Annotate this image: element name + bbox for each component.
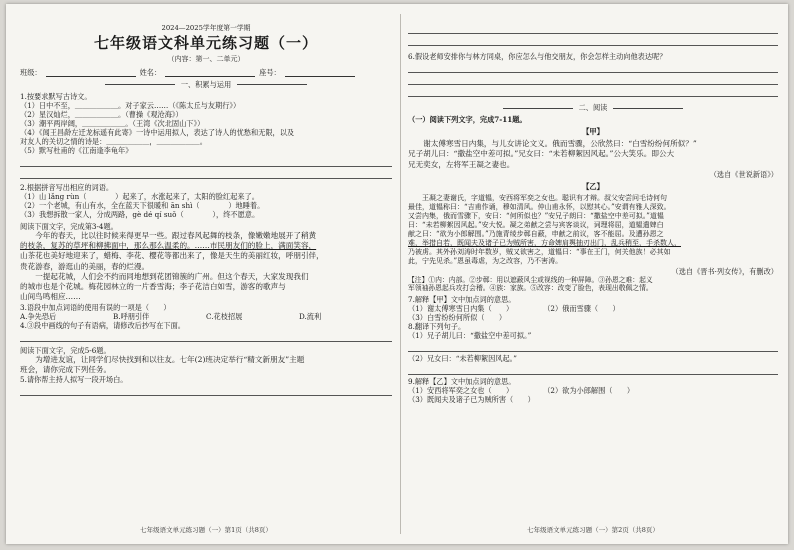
passage-line: 兄无奕女，左将军王凝之妻也。: [408, 159, 515, 169]
question-3: 3.语段中加点词语的使用有误的一项是（ ）: [20, 302, 171, 312]
reading-prompt-5-6: 阅读下面文字，完成5-6题。: [20, 345, 111, 355]
answer-line[interactable]: [408, 87, 778, 97]
q9-item: （1）安西将军奕之女也（ ）: [408, 386, 514, 396]
question-6: 6.假设老师安排你与林方同桌，你应怎么与他交朋友，你会怎样主动向他表达呢？: [408, 52, 667, 61]
passage-line: 献之曰：“欲为小郎解围。”乃施青绫步鄣自蔽，申献之前议，客不能屈。及遭孙恩之: [408, 230, 664, 239]
passage-line: 最佳，道韫称曰：“吉甫作诵，穆如清风。仲山甫永怀，以慰其心。”安谓有雅人深致。: [408, 202, 671, 211]
section-heading-2: 二、阅读: [408, 103, 778, 112]
q2-item: （3）我想拆散一家人，分成两路，gè dé qí suǒ（ ），终不愿意。: [20, 209, 260, 219]
jia-source: （选自《世说新语》）: [709, 169, 778, 179]
passage-jia-tag: 【甲】: [582, 127, 604, 136]
q3-options: [20, 312, 392, 321]
option-c[interactable]: C.花枝招展: [206, 311, 243, 321]
page-footer: 七年级语文单元练习题（一）第1页（共8页）: [140, 525, 272, 534]
reading-prompt-3-4: 阅读下面文字，完成第3-4题。: [20, 221, 118, 231]
q7-item: （1）谢太傅寒雪日内集（ ）: [408, 304, 514, 314]
name-field[interactable]: [165, 68, 255, 77]
answer-line[interactable]: [408, 342, 778, 352]
question-1: 1.按要求默写古诗文。: [20, 91, 92, 101]
passage-line: 王凝之妻谢氏，字道韫，安西将军奕之女也。聪识有才辩。叔父安尝问毛诗何句: [422, 193, 667, 202]
q7-items: [408, 304, 778, 313]
reading-part-1: （一）阅读下列文字，完成7-11题。: [408, 115, 527, 124]
q1-item: （4）《闻王昌龄左迁龙标遥有此寄》一诗中运用拟人，表达了诗人的忧愁和无限，以及: [20, 127, 295, 137]
left-page: [20, 10, 392, 536]
page-title: 七年级语文科单元练习题（一）: [93, 34, 318, 53]
exam-sheet: [6, 4, 788, 544]
q2-item: （1）山 lǎng rùn（ ）起来了，水涨起来了，太阳的脸红起来了。: [20, 191, 259, 201]
notes-line: 【注】①内：内部。②步鄣：用以遮蔽风尘或视线的一种屏障。③孙恩之难：起义: [408, 275, 653, 284]
passage-line: 山间鸟鸣相应……: [20, 292, 81, 302]
passage-line: 兄子胡儿曰：“撒盐空中差可拟。”兄女曰：“未若柳絮因风起。”公大笑乐。即公大: [408, 149, 675, 159]
passage-line: 乃被虏。其外孙刘涛时年数岁，贼又欲害之，道韫曰：“事在王门，何关他族！必其如: [408, 248, 671, 257]
q1-item: （3）潮平两岸阔，＿＿＿＿＿＿。（王湾《次北固山下》）: [20, 118, 205, 128]
passage-line: 山茶花也美好地迎来了，蜡梅、李花、樱花等都出来了，像是天生的美丽红妆，呼朋引伴，: [20, 251, 324, 261]
passage-line: 难，举措自若，既闻夫及诸子已为贼所害，方命婢肩舆抽刃出门，乱兵稍至，手杀数人，: [408, 239, 681, 248]
passage-line: 为增进友谊，让同学们尽快找到和以往友。七年(2)班决定举行“精文新朋友”主题: [35, 354, 305, 364]
passage-line: 班会，请你完成下列任务。: [20, 364, 112, 374]
section-heading-1: 一、积累与运用: [20, 80, 392, 89]
passage-line: 的城市也是个花城。梅花园林立的一片香雪海；李子花洁白如雪，游客的歌声与: [20, 282, 286, 292]
number-field[interactable]: [285, 68, 355, 77]
q1-item: （1）日中不至，＿＿＿＿＿＿。对子家云……（《陈太丘与友期行》）: [20, 100, 241, 110]
answer-line[interactable]: [20, 332, 392, 342]
q9-item: （2）欲为小郎解围（ ）: [543, 386, 635, 396]
q1-item: 对友人的关切之情的诗是：＿＿＿＿＿＿，＿＿＿＿＿＿。: [20, 136, 207, 146]
page-divider: [400, 14, 401, 534]
class-label: 班级：: [20, 67, 42, 77]
page-footer: 七年级语文单元练习题（一）第2页（共8页）: [527, 525, 659, 534]
option-a[interactable]: A.争先恐后: [20, 311, 57, 321]
term-line: 2024—2025学年度第一学期: [161, 24, 251, 32]
passage-yi: [408, 194, 778, 267]
passage-line: 此，宁先见杀。”恩虽毒虐，为之改容，乃不害涛。: [408, 257, 563, 266]
passage-line: 谢太傅寒雪日内集，与儿女讲论文义。俄而雪骤，公欣然曰：“白雪纷纷何所似？”: [423, 139, 697, 148]
q7-item: （3）白雪纷纷何所似（ ）: [408, 313, 507, 323]
question-2: 2.根据拼音写出相应的词语。: [20, 182, 114, 192]
question-5: 5.请你帮主持人拟写一段开场白。: [20, 375, 128, 385]
question-4: 4.③段中画线的句子有语病，请修改后抄写在下面。: [20, 320, 185, 330]
q2-item: （2）一个老城，有山有水，全在蓝天下很暖和 ān shì（ ）地睡着。: [20, 200, 265, 210]
name-label: 姓名：: [139, 67, 162, 77]
q1-item: （5）默写杜甫的《江南逢李龟年》: [20, 145, 133, 155]
option-d[interactable]: D.流利: [299, 311, 322, 321]
question-9: 9.解释【乙】文中加点词的意思。: [408, 377, 516, 387]
passage-line: 的枝条，复苏的草坪和柳拂面中，那么那么温柔的。……市民朋友们的脸上，满面笑容，: [20, 241, 317, 251]
q7-item: （2）俄而雪骤（ ）: [543, 304, 620, 314]
passage-line: 贵花游春，游逛山的美丽，春的烂漫。: [20, 261, 150, 271]
class-field[interactable]: [46, 68, 136, 77]
question-8: 8.翻译下列句子。: [408, 322, 466, 332]
passage-line: 今年的春天，比以往时候来得更早一些。跟过春风起舞的枝条，像嫩嫩地展开了稍黄: [35, 230, 317, 240]
answer-line[interactable]: [408, 63, 778, 73]
number-label: 座号：: [259, 67, 281, 77]
passage-jia: [408, 139, 778, 170]
answer-line[interactable]: [20, 386, 392, 396]
q1-item: （2）星汉灿烂，＿＿＿＿＿＿。（曹操《观沧海》）: [20, 109, 183, 119]
passage-yi-tag: 【乙】: [582, 181, 604, 191]
passage-line: 一提起花城，人们会不约而同地想到花团锦簇的广州。但这个春天，大家发现我们: [35, 271, 309, 281]
answer-line[interactable]: [408, 75, 778, 85]
student-info: [20, 68, 392, 77]
answer-line[interactable]: [408, 365, 778, 375]
q8-item: （2）兄女曰：“未若柳絮因风起。”: [408, 354, 517, 364]
passage-line: 又尝内集，俄而雪骤下，安曰：“何所似也？”安兄子朗曰：“撒盐空中差可拟。”道韫: [408, 211, 664, 220]
answer-line[interactable]: [408, 24, 778, 34]
q9-items: [408, 386, 778, 395]
notes-line: 军领袖孙恩起兵攻打会稽。④族：家族。⑤改容：改变了脸色，表现出敬佩之情。: [408, 283, 653, 292]
passage-line: 曰：“未若柳絮因风起。”安大悦。凝之弟献之尝与宾客谈议，词理将屈，道韫遣婢白: [408, 221, 664, 230]
q9-item: （3）既闻夫及诸子已为贼所害（ ）: [408, 395, 535, 405]
question-7: 7.解释【甲】文中加点词的意思。: [408, 295, 516, 305]
reading-passage-1: [20, 231, 392, 303]
right-page: [408, 10, 778, 536]
reading-passage-2: [20, 355, 392, 376]
yi-source: （选自《晋书·列女传》，有删改）: [671, 266, 778, 276]
answer-line[interactable]: [20, 169, 392, 179]
option-b[interactable]: B.呼朋引伴: [113, 311, 150, 321]
content-scope: （内容：第一、二单元）: [167, 55, 245, 64]
answer-line[interactable]: [408, 36, 778, 46]
answer-line[interactable]: [20, 157, 392, 167]
q8-item: （1）兄子胡儿曰：“撒盐空中差可拟。”: [408, 331, 532, 341]
